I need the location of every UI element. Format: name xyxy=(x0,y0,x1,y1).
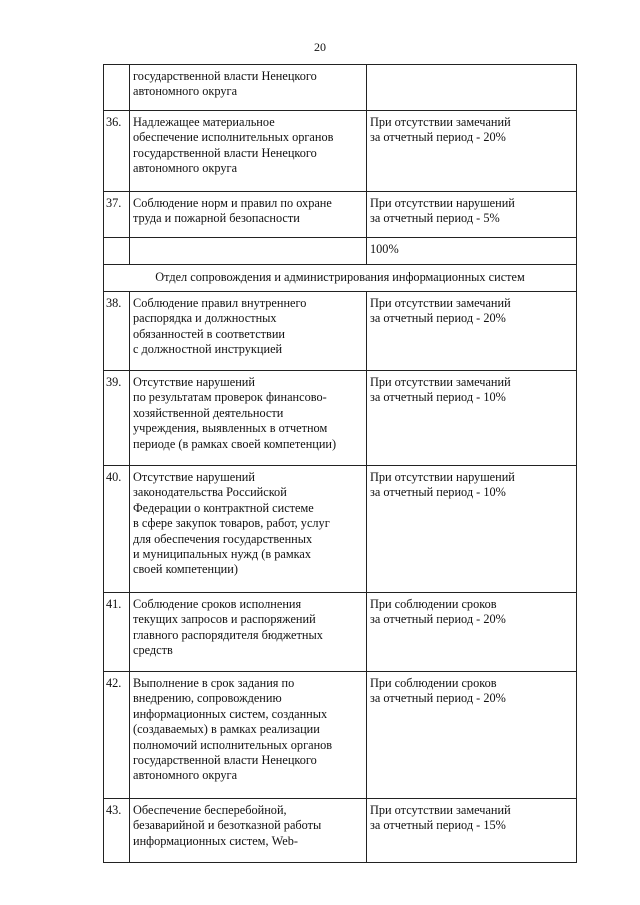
condition-line: за отчетный период - 20% xyxy=(370,691,506,706)
table-row xyxy=(104,65,577,111)
criterion-line: Соблюдение сроков исполнения xyxy=(133,597,302,611)
condition-text xyxy=(367,65,577,111)
criterion-text xyxy=(130,466,367,593)
condition-line: за отчетный период - 5% xyxy=(370,211,500,226)
condition-line: При отсутствии нарушений xyxy=(370,196,515,210)
table-row xyxy=(104,672,577,799)
criterion-line: Обеспечение бесперебойной, xyxy=(133,803,287,817)
row-number: 43. xyxy=(104,799,130,863)
condition-text xyxy=(367,672,577,799)
row-number: 39. xyxy=(104,371,130,466)
criterion-text xyxy=(130,292,367,371)
criterion-text xyxy=(130,371,367,466)
criteria-table xyxy=(103,64,577,863)
criterion-text xyxy=(130,672,367,799)
condition-line: При отсутствии замечаний xyxy=(370,803,511,817)
row-number: 37. xyxy=(104,192,130,238)
criterion-line: полномочий исполнительных органов xyxy=(133,737,333,752)
condition-line: за отчетный период - 20% xyxy=(370,130,506,145)
criterion-line: своей компетенции) xyxy=(133,562,238,577)
criterion-line: с должностной инструкцией xyxy=(133,342,283,357)
condition-text xyxy=(367,371,577,466)
row-number xyxy=(104,238,130,265)
condition-text xyxy=(367,111,577,192)
criterion-line: обеспечение исполнительных органов xyxy=(133,130,334,145)
criterion-line: хозяйственной деятельности xyxy=(133,405,284,420)
criterion-line: Соблюдение правил внутреннего xyxy=(133,296,307,310)
condition-line: за отчетный период - 10% xyxy=(370,485,506,500)
condition-line: за отчетный период - 20% xyxy=(370,612,506,627)
row-number: 38. xyxy=(104,292,130,371)
criterion-line: текущих запросов и распоряжений xyxy=(133,612,316,627)
condition-line: При отсутствии нарушений xyxy=(370,470,515,484)
criterion-text xyxy=(130,238,367,265)
table-row xyxy=(104,192,577,238)
criterion-line: автономного округа xyxy=(133,161,238,176)
criterion-line: Выполнение в срок задания по xyxy=(133,676,295,690)
criterion-line: по результатам проверок финансово- xyxy=(133,390,327,405)
condition-line: 100% xyxy=(370,242,399,256)
row-number: 42. xyxy=(104,672,130,799)
criterion-line: главного распорядителя бюджетных xyxy=(133,627,323,642)
table-row xyxy=(104,371,577,466)
criterion-line: (создаваемых) в рамках реализации xyxy=(133,722,320,737)
criterion-text xyxy=(130,593,367,672)
criterion-line: обязанностей в соответствии xyxy=(133,326,285,341)
condition-text xyxy=(367,292,577,371)
criterion-line: средств xyxy=(133,643,173,658)
condition-line: При соблюдении сроков xyxy=(370,597,497,611)
table-row xyxy=(104,111,577,192)
condition-text xyxy=(367,799,577,863)
criterion-line: государственной власти Ненецкого xyxy=(133,145,317,160)
condition-text xyxy=(367,192,577,238)
criterion-line: распорядка и должностных xyxy=(133,311,277,326)
criterion-line: Надлежащее материальное xyxy=(133,115,275,129)
criterion-line: внедрению, сопровождению xyxy=(133,691,282,706)
criterion-line: Федерации о контрактной системе xyxy=(133,500,314,515)
criteria-table-body xyxy=(104,65,577,863)
condition-line: При соблюдении сроков xyxy=(370,676,497,690)
table-row xyxy=(104,292,577,371)
criterion-line: Отсутствие нарушений xyxy=(133,470,255,484)
table-row xyxy=(104,238,577,265)
condition-text xyxy=(367,593,577,672)
condition-line: При отсутствии замечаний xyxy=(370,115,511,129)
row-number: 40. xyxy=(104,466,130,593)
row-number: 41. xyxy=(104,593,130,672)
condition-line: за отчетный период - 20% xyxy=(370,311,506,326)
criterion-line: и муниципальных нужд (в рамках xyxy=(133,547,312,562)
condition-text xyxy=(367,238,577,265)
table-row xyxy=(104,466,577,593)
criterion-line: в сфере закупок товаров, работ, услуг xyxy=(133,516,330,531)
condition-line: При отсутствии замечаний xyxy=(370,375,511,389)
criterion-line: информационных систем, созданных xyxy=(133,706,328,721)
criterion-line: государственной власти Ненецкого xyxy=(133,69,317,83)
criterion-line: информационных систем, Web- xyxy=(133,833,298,848)
criterion-text xyxy=(130,799,367,863)
table-row xyxy=(104,593,577,672)
criterion-line: учреждения, выявленных в отчетном xyxy=(133,421,328,436)
condition-line: При отсутствии замечаний xyxy=(370,296,511,310)
criterion-line: законодательства Российской xyxy=(133,485,287,500)
criterion-line: безаварийной и безотказной работы xyxy=(133,818,322,833)
section-title: Отдел сопровождения и администрирования информационных систем xyxy=(104,265,577,292)
criterion-line: государственной власти Ненецкого xyxy=(133,753,317,768)
condition-line: за отчетный период - 10% xyxy=(370,390,506,405)
table-row xyxy=(104,799,577,863)
page-number: 20 xyxy=(314,40,326,54)
criterion-text xyxy=(130,65,367,111)
criterion-line: автономного округа xyxy=(133,84,238,99)
criterion-line: труда и пожарной безопасности xyxy=(133,211,300,226)
criterion-text xyxy=(130,111,367,192)
section-header-row xyxy=(104,265,577,292)
row-number: 36. xyxy=(104,111,130,192)
criterion-line: Отсутствие нарушений xyxy=(133,375,255,389)
criterion-line: периоде (в рамках своей компетенции) xyxy=(133,436,337,451)
condition-line: за отчетный период - 15% xyxy=(370,818,506,833)
criterion-line: Соблюдение норм и правил по охране xyxy=(133,196,332,210)
row-number xyxy=(104,65,130,111)
criterion-text xyxy=(130,192,367,238)
condition-text xyxy=(367,466,577,593)
criterion-line: для обеспечения государственных xyxy=(133,531,313,546)
criterion-line: автономного округа xyxy=(133,768,238,783)
